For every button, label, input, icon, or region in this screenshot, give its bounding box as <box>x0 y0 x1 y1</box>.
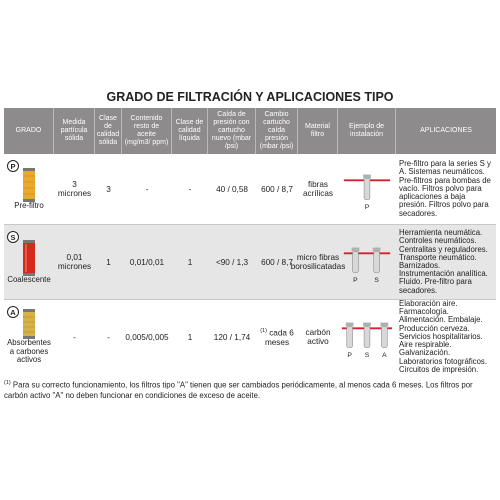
header-grado: GRADO <box>4 108 54 154</box>
oil-cell: - <box>145 184 149 194</box>
grado-cell <box>4 300 54 374</box>
pressure-drop-cell: 120 / 1,74 <box>213 332 251 342</box>
header-solid-class: Clase de calidad sólida <box>95 108 122 154</box>
table-row <box>4 154 496 224</box>
applications-cell: Elaboración aire. Farmacología. Alimentación. Embalaje. Producción cerveza. Servicios hospitalitarios. Aire respirable. Galvanización. Laboratorios fotográficos. Circuitos de impresión. <box>399 299 487 374</box>
grade-name: Coalescente <box>7 274 51 284</box>
installation-diagram-icon <box>340 312 394 362</box>
install-cell <box>338 225 396 299</box>
header-liquid-class: Clase de calidad líquida <box>172 108 208 154</box>
liquid-class-cell: - <box>188 184 192 194</box>
table-row <box>4 225 496 299</box>
material-cell: micro fibras borosilicatadas <box>290 253 346 271</box>
grado-cell <box>4 225 54 299</box>
grado-cell <box>4 154 54 224</box>
installation-diagram-icon <box>340 164 394 214</box>
solid-class-cell: - <box>107 332 110 342</box>
change-value: cada 6 meses <box>264 328 294 347</box>
prefilter-cartridge-icon <box>22 168 36 202</box>
change-cell: 600 / 8,7 <box>261 184 293 194</box>
header-pressure-drop: Caída de presión con cartucho nuevo (mbar /psi) <box>208 108 256 154</box>
pressure-drop-cell: <90 / 1,3 <box>215 257 249 267</box>
coalescent-cartridge-icon <box>22 240 36 276</box>
table-header <box>4 108 496 154</box>
solid-class-cell: 3 <box>106 184 111 194</box>
header-material: Material filtro <box>298 108 338 154</box>
install-label: A <box>382 352 387 360</box>
particle-cell: - <box>73 332 76 342</box>
install-label: S <box>364 352 370 360</box>
grade-letter-badge: P <box>7 160 19 172</box>
installation-diagram-icon <box>340 237 394 287</box>
oil-cell: 0,01/0,01 <box>129 257 165 267</box>
header-particle: Medida partícula sólida <box>54 108 95 154</box>
install-label: P <box>347 352 352 360</box>
liquid-class-cell: 1 <box>187 332 193 342</box>
applications-cell: Pre-filtro para la series S y A. Sistemas neumáticos. Pre-filtros para bombas de vacío. Filtros polvo para aplicaciones a baja presión. Filtros polvo para secadores. <box>399 159 491 218</box>
grade-letter-badge: S <box>7 231 19 243</box>
install-cell <box>338 300 396 374</box>
install-label: S <box>374 277 379 285</box>
carbon-cartridge-icon <box>22 309 36 339</box>
header-change: Cambio cartucho caída presión (mbar /psi) <box>256 108 298 154</box>
oil-cell: 0,005/0,005 <box>125 332 169 342</box>
solid-class-cell: 1 <box>106 257 111 267</box>
install-label: P <box>364 204 370 212</box>
change-cell <box>256 300 298 374</box>
grade-name: Pre-filtro <box>14 200 44 210</box>
particle-cell: 0,01 micrones <box>57 253 92 271</box>
material-cell: carbón activo <box>305 328 331 346</box>
install-cell <box>338 154 396 224</box>
applications-cell: Herramienta neumática. Controles neumáticos. Centralitas y reguladores. Transporte neumático. Barnizados. Instrumentación analítica. Fluido. Pre-filtro para secadores. <box>399 228 488 295</box>
grade-name: Absorbentes a carbones activos <box>7 338 51 365</box>
install-label: P <box>353 277 358 285</box>
footnote <box>4 378 496 401</box>
material-cell: fibras acrílicas <box>302 180 334 198</box>
particle-cell: 3 micrones <box>57 180 92 198</box>
liquid-class-cell: 1 <box>187 257 193 267</box>
footnote-marker: (1) <box>4 380 11 386</box>
footnote-text: Para su correcto funcionamiento, los filtros tipo "A" tienen que ser cambiados periódicamente, al menos cada 6 meses. Los filtros por carbón activo "A" no deben funcionar en condiciones de exceso de aceite. <box>4 380 473 400</box>
table-row <box>4 300 496 374</box>
page-title: GRADO DE FILTRACIÓN Y APLICACIONES TIPO <box>106 90 394 104</box>
footnote-marker: (1) <box>260 328 267 335</box>
header-oil: Contenido resto de aceite (mg/m3/ ppm) <box>122 108 172 154</box>
grade-letter-badge: A <box>7 306 19 318</box>
header-install: Ejemplo de instalación <box>338 108 396 154</box>
pressure-drop-cell: 40 / 0,58 <box>216 184 248 194</box>
change-cell: 600 / 8,7 <box>261 257 293 267</box>
header-applications: APLICACIONES <box>420 127 472 134</box>
